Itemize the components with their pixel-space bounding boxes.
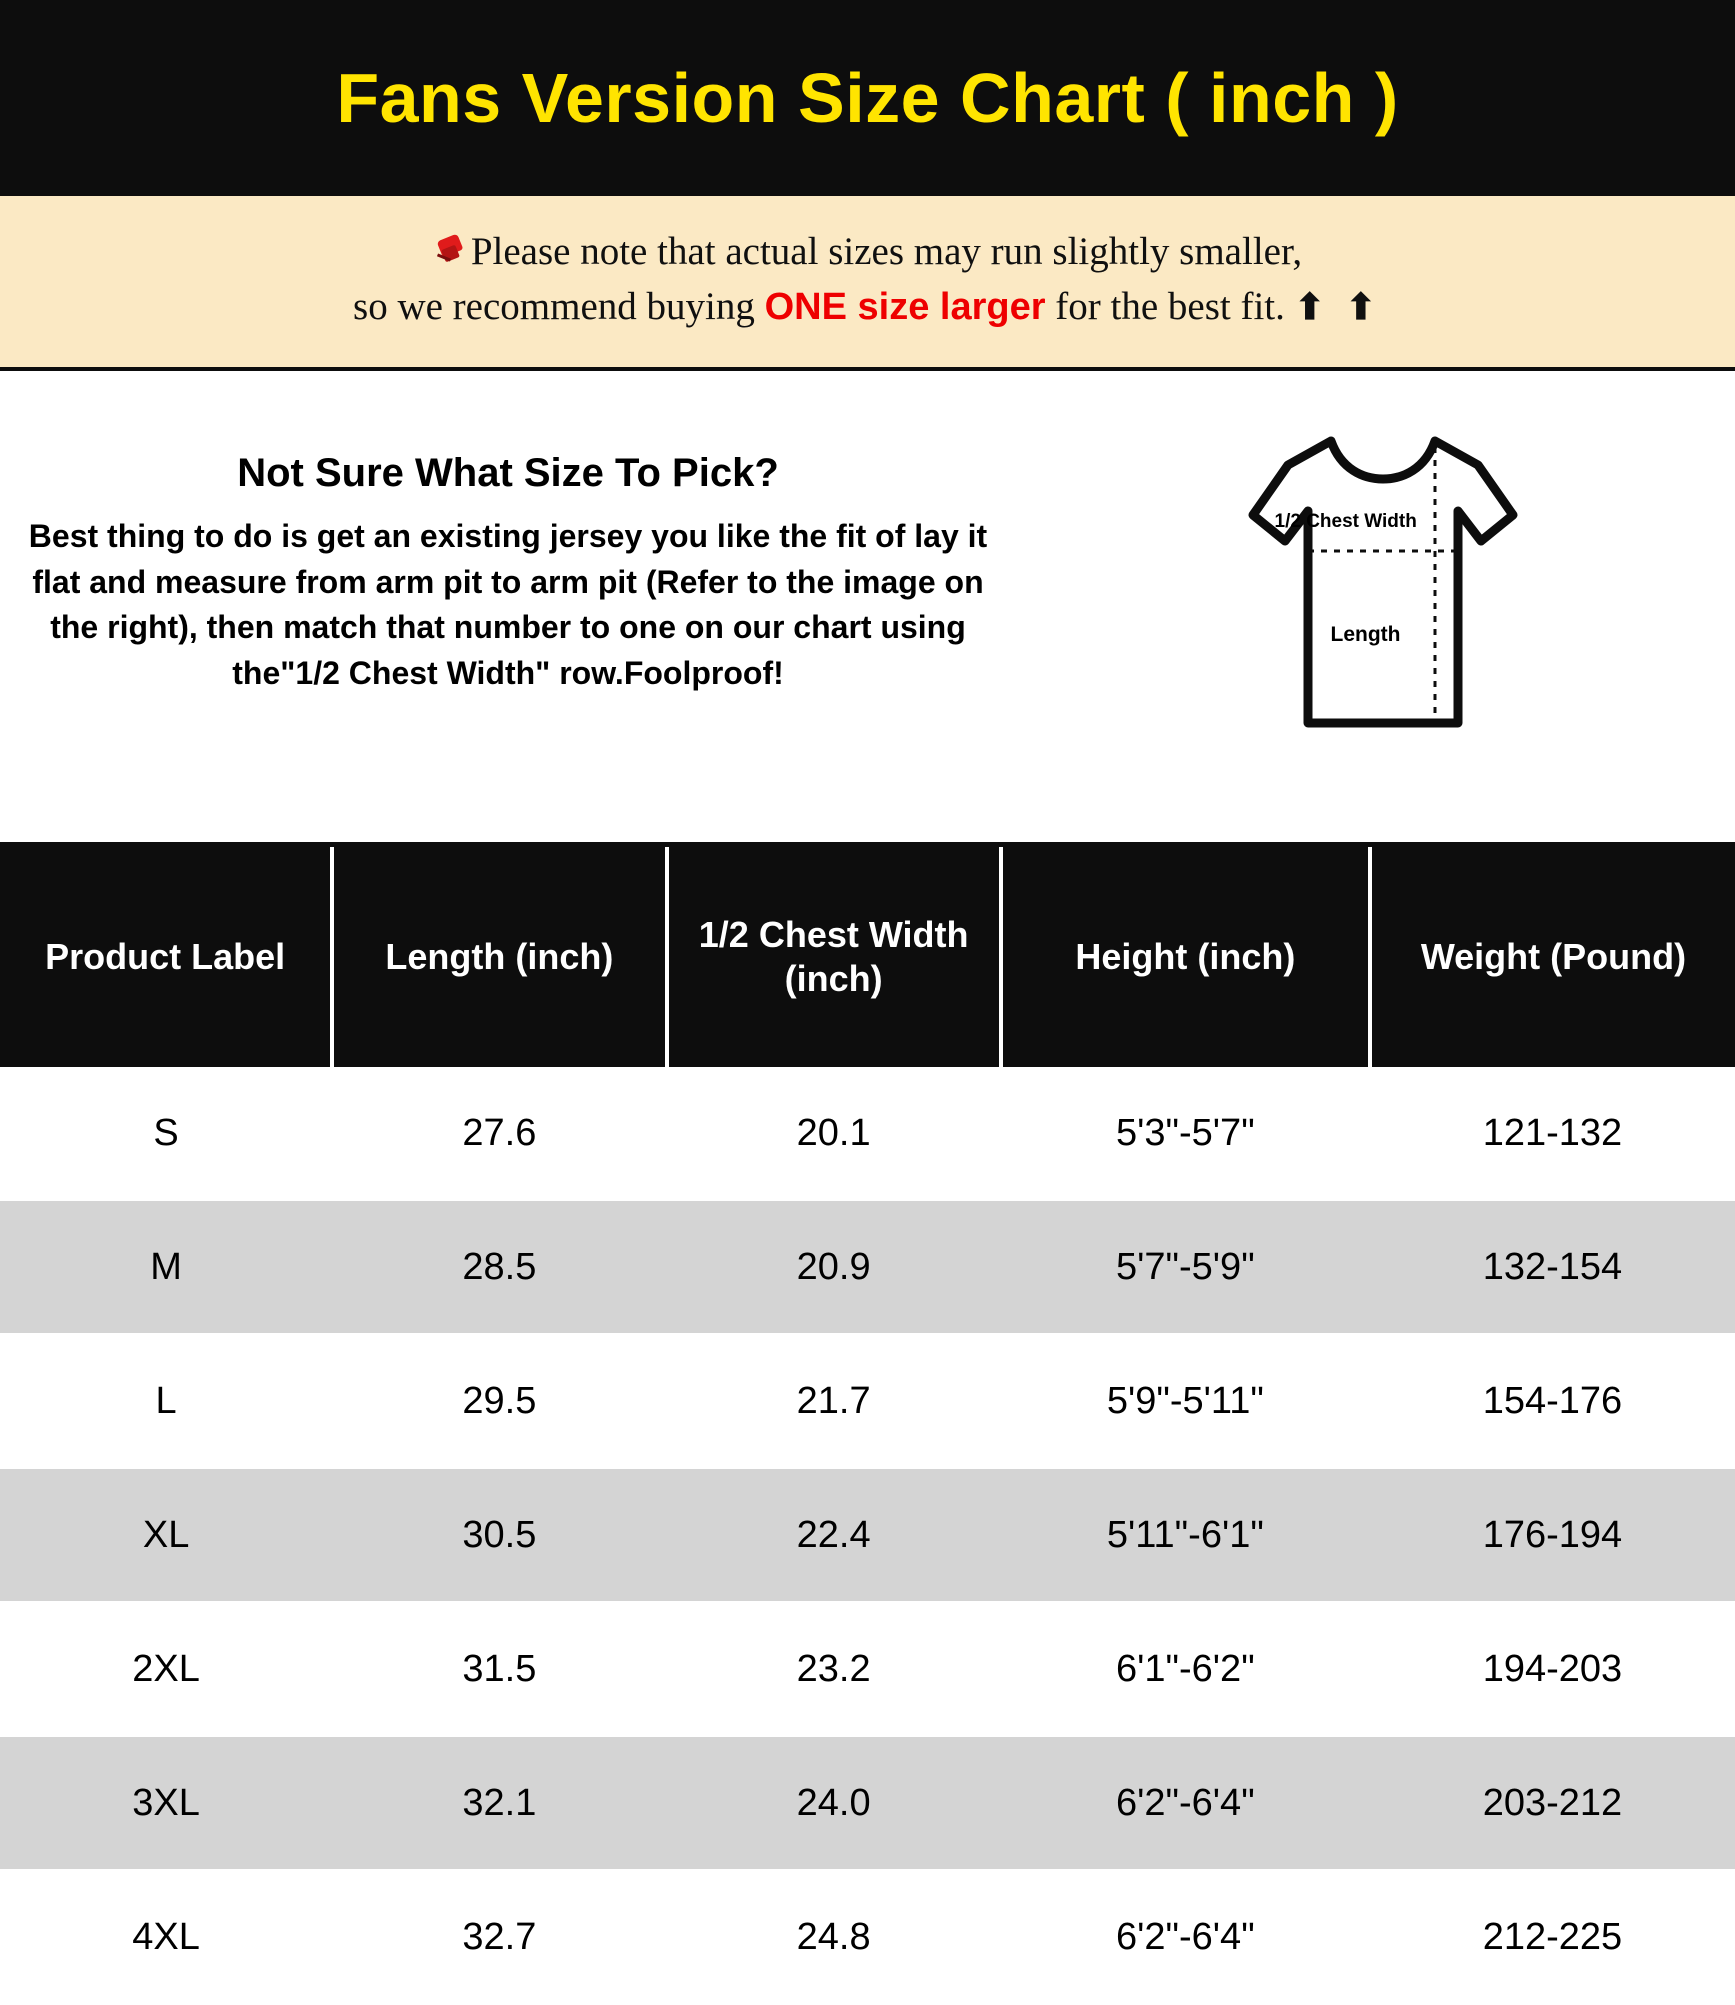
cell-weight: 154-176 (1370, 1334, 1735, 1468)
size-table (0, 847, 1735, 2005)
cell-size: 3XL (0, 1736, 332, 1870)
note-text-2a: so we recommend buying (353, 285, 765, 329)
table-row (0, 1736, 1735, 1870)
cell-chest: 21.7 (667, 1334, 1001, 1468)
column-header-length: Length (inch) (332, 847, 666, 1067)
cell-size: XL (0, 1468, 332, 1602)
cell-height: 5'9"-5'11" (1001, 1334, 1370, 1468)
page-title: Fans Version Size Chart ( inch ) (336, 59, 1399, 137)
cell-size: L (0, 1334, 332, 1468)
cell-weight: 212-225 (1370, 1870, 1735, 2004)
table-row (0, 1870, 1735, 2004)
cell-length: 31.5 (332, 1602, 666, 1736)
column-header-weight: Weight (Pound) (1370, 847, 1735, 1067)
cell-chest: 20.1 (667, 1067, 1001, 1200)
cell-size: M (0, 1200, 332, 1334)
info-heading: Not Sure What Size To Pick? (237, 451, 779, 496)
pushpin-icon (433, 235, 467, 269)
note-line-1 (20, 224, 1715, 279)
cell-chest: 23.2 (667, 1602, 1001, 1736)
note-emphasis: ONE size larger (764, 286, 1046, 329)
cell-chest: 24.0 (667, 1736, 1001, 1870)
cell-chest: 20.9 (667, 1200, 1001, 1334)
cell-chest: 22.4 (667, 1468, 1001, 1602)
column-header-height: Height (inch) (1001, 847, 1370, 1067)
note-line-2 (20, 279, 1715, 335)
cell-length: 28.5 (332, 1200, 666, 1334)
length-label: Length (1330, 623, 1401, 647)
table-row (0, 1468, 1735, 1602)
cell-length: 32.1 (332, 1736, 666, 1870)
cell-size: 4XL (0, 1870, 332, 2004)
cell-length: 29.5 (332, 1334, 666, 1468)
info-text-block (0, 413, 1020, 696)
up-arrows-icon: ⬆ ⬆ (1294, 287, 1382, 328)
info-body: Best thing to do is get an existing jersey you like the fit of lay it flat and measure from arm pit to arm pit (Refer to the image on the right), then match that number to one on our chart using the"1/2 Chest Width" row.Foolproof! (28, 518, 988, 691)
cell-length: 30.5 (332, 1468, 666, 1602)
cell-size: S (0, 1067, 332, 1200)
note-banner (0, 196, 1735, 371)
cell-size: 2XL (0, 1602, 332, 1736)
note-text-1: Please note that actual sizes may run slightly smaller, (470, 230, 1303, 273)
cell-weight: 203-212 (1370, 1736, 1735, 1870)
table-row (0, 1334, 1735, 1468)
cell-height: 6'2"-6'4" (1001, 1736, 1370, 1870)
chest-width-label: 1/2 Chest Width (1274, 511, 1417, 533)
tshirt-diagram (1020, 413, 1735, 783)
tshirt-icon (1213, 423, 1543, 753)
note-text-2b: for the best fit. (1045, 285, 1295, 329)
table-header-row (0, 847, 1735, 1067)
cell-height: 5'7"-5'9" (1001, 1200, 1370, 1334)
cell-weight: 121-132 (1370, 1067, 1735, 1200)
header-banner (0, 0, 1735, 196)
column-header-product-label: Product Label (0, 847, 332, 1067)
cell-height: 5'3"-5'7" (1001, 1067, 1370, 1200)
cell-weight: 176-194 (1370, 1468, 1735, 1602)
column-header-chest-width: 1/2 Chest Width (inch) (667, 847, 1001, 1067)
cell-height: 5'11"-6'1" (1001, 1468, 1370, 1602)
info-section (0, 371, 1735, 847)
cell-height: 6'1"-6'2" (1001, 1602, 1370, 1736)
cell-chest: 24.8 (667, 1870, 1001, 2004)
cell-length: 32.7 (332, 1870, 666, 2004)
table-row (0, 1200, 1735, 1334)
table-row (0, 1602, 1735, 1736)
cell-weight: 194-203 (1370, 1602, 1735, 1736)
cell-weight: 132-154 (1370, 1200, 1735, 1334)
cell-length: 27.6 (332, 1067, 666, 1200)
cell-height: 6'2"-6'4" (1001, 1870, 1370, 2004)
table-row (0, 1067, 1735, 1200)
